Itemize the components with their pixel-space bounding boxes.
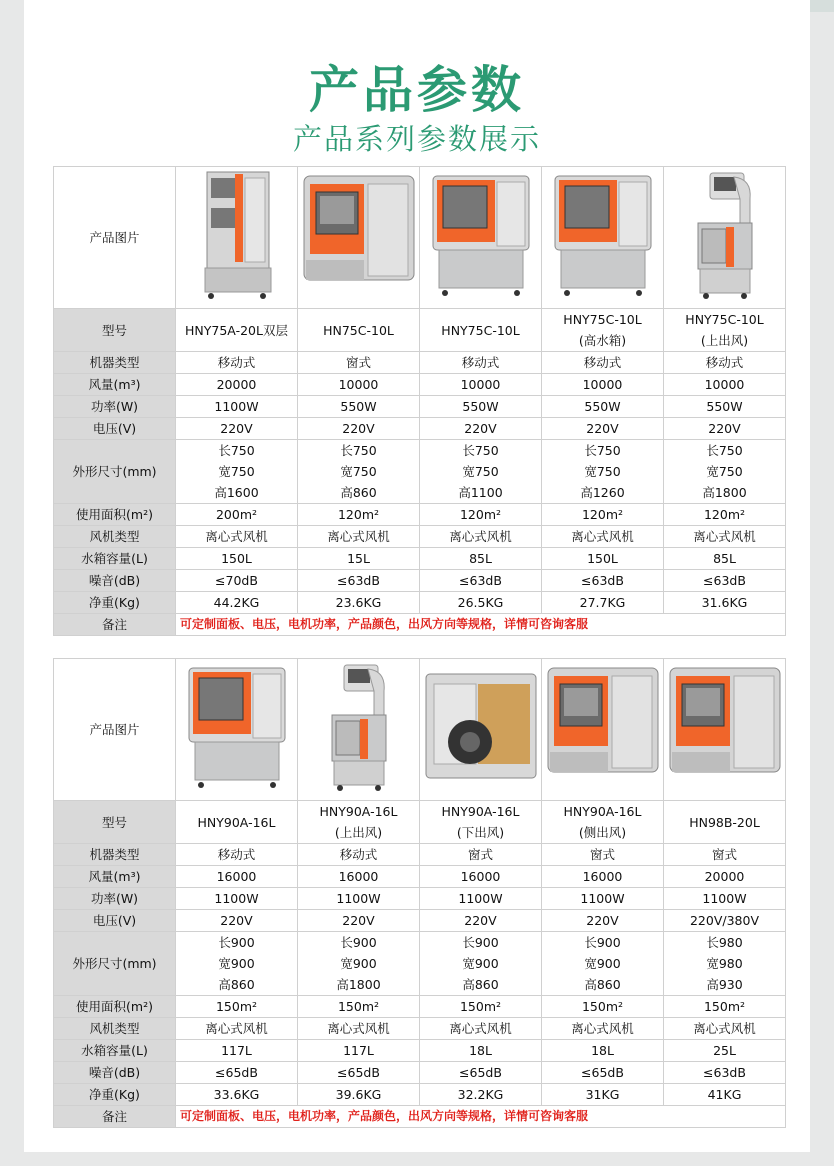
fan-cell: 离心式风机: [664, 1018, 786, 1040]
size-row: [54, 440, 786, 504]
tank-cell: 85L: [664, 548, 786, 570]
row-label-voltage: 电压(V): [54, 418, 176, 440]
row-label-noise: 噪音(dB): [54, 1062, 176, 1084]
weight-cell: 39.6KG: [298, 1084, 420, 1106]
size-cell: [542, 932, 664, 996]
row-label-fan: 风机类型: [54, 526, 176, 548]
row-label-fan: 风机类型: [54, 1018, 176, 1040]
size-width: 宽750: [218, 464, 255, 479]
mobile-cooler-icon: [427, 170, 535, 306]
size-height: 高860: [218, 977, 255, 992]
spec-table-1: [53, 166, 786, 636]
size-height: 高1800: [336, 977, 381, 992]
noise-cell: ≤63dB: [420, 570, 542, 592]
voltage-cell: 220V: [542, 418, 664, 440]
size-height: 高860: [462, 977, 499, 992]
fan-cell: 离心式风机: [664, 526, 786, 548]
size-height: 高1260: [580, 485, 625, 500]
tank-cell: 25L: [664, 1040, 786, 1062]
type-cell: 移动式: [298, 844, 420, 866]
power-cell: 550W: [298, 396, 420, 418]
model-cell: [664, 801, 786, 844]
power-row: [54, 888, 786, 910]
type-cell: 窗式: [298, 352, 420, 374]
power-cell: 550W: [664, 396, 786, 418]
tank-cell: 150L: [542, 548, 664, 570]
model-cell: [542, 801, 664, 844]
airflow-row: [54, 866, 786, 888]
noise-cell: ≤63dB: [664, 570, 786, 592]
window-cooler-icon: [300, 170, 418, 306]
product-image-cell: [664, 659, 786, 801]
model-row: [54, 309, 786, 352]
window-cooler-icon: [666, 662, 784, 798]
area-cell: 150m²: [420, 996, 542, 1018]
size-height: 高1600: [214, 485, 259, 500]
voltage-cell: 220V: [298, 418, 420, 440]
row-label-size: 外形尺寸(mm): [54, 440, 176, 504]
side-outlet-cooler-icon: [544, 662, 662, 798]
type-row: [54, 352, 786, 374]
area-row: [54, 504, 786, 526]
size-length: 长900: [218, 935, 255, 950]
size-width: 宽750: [462, 464, 499, 479]
weight-cell: 26.5KG: [420, 592, 542, 614]
power-row: [54, 396, 786, 418]
size-length: 长750: [218, 443, 255, 458]
voltage-cell: 220V: [176, 910, 298, 932]
airflow-cell: 16000: [542, 866, 664, 888]
size-height: 高860: [340, 485, 377, 500]
model-name: HNY90A-16L: [319, 804, 398, 819]
fan-row: [54, 1018, 786, 1040]
row-label-airflow: 风量(m³): [54, 374, 176, 396]
model-name: HNY75C-10L: [563, 312, 642, 327]
noise-cell: ≤63dB: [664, 1062, 786, 1084]
image-row: [54, 659, 786, 801]
type-cell: 窗式: [420, 844, 542, 866]
size-length: 长980: [706, 935, 743, 950]
row-label-model: 型号: [54, 801, 176, 844]
size-width: 宽900: [218, 956, 255, 971]
fan-cell: 离心式风机: [420, 526, 542, 548]
size-height: 高860: [584, 977, 621, 992]
size-height: 高1100: [458, 485, 503, 500]
row-label-tank: 水箱容量(L): [54, 548, 176, 570]
top-outlet-cooler-icon: [324, 661, 394, 799]
model-name: HNY90A-16L: [441, 804, 520, 819]
size-cell: [664, 440, 786, 504]
type-cell: 窗式: [664, 844, 786, 866]
row-label-area: 使用面积(m²): [54, 504, 176, 526]
model-cell: [542, 309, 664, 352]
area-cell: 120m²: [664, 504, 786, 526]
weight-row: [54, 1084, 786, 1106]
size-width: 宽750: [584, 464, 621, 479]
size-cell: [420, 932, 542, 996]
row-label-model: 型号: [54, 309, 176, 352]
airflow-cell: 16000: [176, 866, 298, 888]
model-variant: (上出风): [700, 333, 749, 348]
noise-cell: ≤63dB: [542, 570, 664, 592]
noise-cell: ≤65dB: [420, 1062, 542, 1084]
voltage-cell: 220V: [298, 910, 420, 932]
model-name: HNY75A-20L双层: [185, 322, 288, 338]
row-label-power: 功率(W): [54, 888, 176, 910]
noise-cell: ≤65dB: [176, 1062, 298, 1084]
row-label-weight: 净重(Kg): [54, 1084, 176, 1106]
model-variant: (高水箱): [578, 333, 627, 348]
row-label-area: 使用面积(m²): [54, 996, 176, 1018]
note-text: 可定制面板、电压，电机功率，产品颜色，出风方向等规格，详情可咨询客服: [176, 1106, 786, 1128]
product-image-cell: [420, 659, 542, 801]
weight-cell: 41KG: [664, 1084, 786, 1106]
airflow-cell: 20000: [664, 866, 786, 888]
product-image-cell: [298, 167, 420, 309]
product-image-cell: [176, 167, 298, 309]
size-cell: [176, 932, 298, 996]
area-cell: 150m²: [664, 996, 786, 1018]
model-name: HNY75C-10L: [685, 312, 764, 327]
voltage-row: [54, 418, 786, 440]
model-row: [54, 801, 786, 844]
power-cell: 1100W: [298, 888, 420, 910]
row-label-tank: 水箱容量(L): [54, 1040, 176, 1062]
size-length: 长900: [340, 935, 377, 950]
row-label-note: 备注: [54, 1106, 176, 1128]
tank-cell: 15L: [298, 548, 420, 570]
model-variant: (下出风): [456, 825, 505, 840]
size-length: 长750: [462, 443, 499, 458]
down-outlet-cooler-icon: [422, 662, 540, 798]
size-width: 宽900: [584, 956, 621, 971]
voltage-cell: 220V: [420, 418, 542, 440]
size-width: 宽900: [462, 956, 499, 971]
size-cell: [298, 440, 420, 504]
model-name: HN75C-10L: [323, 322, 394, 338]
type-cell: 窗式: [542, 844, 664, 866]
area-cell: 120m²: [542, 504, 664, 526]
row-label-type: 机器类型: [54, 352, 176, 374]
weight-cell: 31KG: [542, 1084, 664, 1106]
image-row: [54, 167, 786, 309]
product-image-cell: [542, 167, 664, 309]
weight-cell: 31.6KG: [664, 592, 786, 614]
power-cell: 1100W: [176, 888, 298, 910]
fan-row: [54, 526, 786, 548]
noise-row: [54, 570, 786, 592]
model-cell: [664, 309, 786, 352]
size-width: 宽980: [706, 956, 743, 971]
model-cell: [298, 309, 420, 352]
noise-cell: ≤65dB: [542, 1062, 664, 1084]
product-image-cell: [542, 659, 664, 801]
voltage-cell: 220V: [420, 910, 542, 932]
size-cell: [542, 440, 664, 504]
row-label-image: 产品图片: [54, 659, 176, 801]
voltage-row: [54, 910, 786, 932]
tank-row: [54, 548, 786, 570]
area-row: [54, 996, 786, 1018]
fan-cell: 离心式风机: [298, 526, 420, 548]
row-label-image: 产品图片: [54, 167, 176, 309]
model-name: HNY90A-16L: [563, 804, 642, 819]
weight-row: [54, 592, 786, 614]
area-cell: 120m²: [298, 504, 420, 526]
airflow-cell: 10000: [664, 374, 786, 396]
note-text: 可定制面板、电压，电机功率，产品颜色，出风方向等规格，详情可咨询客服: [176, 614, 786, 636]
tank-cell: 117L: [176, 1040, 298, 1062]
row-label-note: 备注: [54, 614, 176, 636]
product-image-cell: [420, 167, 542, 309]
fan-cell: 离心式风机: [176, 526, 298, 548]
area-cell: 200m²: [176, 504, 298, 526]
high-tank-cooler-icon: [549, 170, 657, 306]
product-image-cell: [298, 659, 420, 801]
size-height: 高930: [706, 977, 743, 992]
model-variant: (侧出风): [578, 825, 627, 840]
size-cell: [664, 932, 786, 996]
power-cell: 550W: [542, 396, 664, 418]
type-cell: 移动式: [176, 844, 298, 866]
model-cell: [298, 801, 420, 844]
size-length: 长900: [584, 935, 621, 950]
airflow-row: [54, 374, 786, 396]
airflow-cell: 16000: [298, 866, 420, 888]
fan-cell: 离心式风机: [298, 1018, 420, 1040]
weight-cell: 44.2KG: [176, 592, 298, 614]
model-cell: [176, 801, 298, 844]
tank-cell: 150L: [176, 548, 298, 570]
size-cell: [420, 440, 542, 504]
voltage-cell: 220V/380V: [664, 910, 786, 932]
size-row: [54, 932, 786, 996]
weight-cell: 27.7KG: [542, 592, 664, 614]
power-cell: 1100W: [542, 888, 664, 910]
power-cell: 1100W: [176, 396, 298, 418]
weight-cell: 33.6KG: [176, 1084, 298, 1106]
area-cell: 150m²: [542, 996, 664, 1018]
tank-row: [54, 1040, 786, 1062]
bottom-band: [0, 1152, 834, 1166]
power-cell: 1100W: [420, 888, 542, 910]
voltage-cell: 220V: [664, 418, 786, 440]
tank-cell: 18L: [420, 1040, 542, 1062]
size-cell: [176, 440, 298, 504]
airflow-cell: 10000: [420, 374, 542, 396]
row-label-noise: 噪音(dB): [54, 570, 176, 592]
tank-cell: 85L: [420, 548, 542, 570]
noise-cell: ≤70dB: [176, 570, 298, 592]
type-cell: 移动式: [176, 352, 298, 374]
type-cell: 移动式: [542, 352, 664, 374]
size-width: 宽750: [340, 464, 377, 479]
row-label-power: 功率(W): [54, 396, 176, 418]
area-cell: 120m²: [420, 504, 542, 526]
type-cell: 移动式: [420, 352, 542, 374]
row-label-weight: 净重(Kg): [54, 592, 176, 614]
spec-table-2: [53, 658, 786, 1128]
row-label-size: 外形尺寸(mm): [54, 932, 176, 996]
voltage-cell: 220V: [542, 910, 664, 932]
fan-cell: 离心式风机: [420, 1018, 542, 1040]
size-width: 宽900: [340, 956, 377, 971]
size-length: 长750: [584, 443, 621, 458]
type-row: [54, 844, 786, 866]
note-row: [54, 1106, 786, 1128]
airflow-cell: 10000: [298, 374, 420, 396]
noise-cell: ≤63dB: [298, 570, 420, 592]
size-cell: [298, 932, 420, 996]
weight-cell: 23.6KG: [298, 592, 420, 614]
double-cooler-icon: [199, 168, 275, 308]
model-name: HN98B-20L: [689, 814, 760, 830]
airflow-cell: 10000: [542, 374, 664, 396]
page-title: 产品参数: [309, 61, 525, 119]
weight-cell: 32.2KG: [420, 1084, 542, 1106]
model-cell: [176, 309, 298, 352]
note-row: [54, 614, 786, 636]
size-length: 长900: [462, 935, 499, 950]
top-outlet-cooler-icon: [690, 169, 760, 307]
product-image-cell: [664, 167, 786, 309]
model-name: HNY90A-16L: [197, 814, 276, 830]
model-cell: [420, 309, 542, 352]
mobile-cooler-icon: [183, 662, 291, 798]
fan-cell: 离心式风机: [542, 526, 664, 548]
model-name: HNY75C-10L: [441, 322, 520, 338]
power-cell: 550W: [420, 396, 542, 418]
row-label-type: 机器类型: [54, 844, 176, 866]
model-cell: [420, 801, 542, 844]
type-cell: 移动式: [664, 352, 786, 374]
page-subtitle: 产品系列参数展示: [292, 122, 541, 156]
size-width: 宽750: [706, 464, 743, 479]
airflow-cell: 16000: [420, 866, 542, 888]
tank-cell: 117L: [298, 1040, 420, 1062]
size-height: 高1800: [702, 485, 747, 500]
noise-cell: ≤65dB: [298, 1062, 420, 1084]
size-length: 长750: [340, 443, 377, 458]
size-length: 长750: [706, 443, 743, 458]
area-cell: 150m²: [176, 996, 298, 1018]
noise-row: [54, 1062, 786, 1084]
model-variant: (上出风): [334, 825, 383, 840]
voltage-cell: 220V: [176, 418, 298, 440]
product-image-cell: [176, 659, 298, 801]
fan-cell: 离心式风机: [176, 1018, 298, 1040]
fan-cell: 离心式风机: [542, 1018, 664, 1040]
tank-cell: 18L: [542, 1040, 664, 1062]
row-label-voltage: 电压(V): [54, 910, 176, 932]
power-cell: 1100W: [664, 888, 786, 910]
row-label-airflow: 风量(m³): [54, 866, 176, 888]
area-cell: 150m²: [298, 996, 420, 1018]
airflow-cell: 20000: [176, 374, 298, 396]
